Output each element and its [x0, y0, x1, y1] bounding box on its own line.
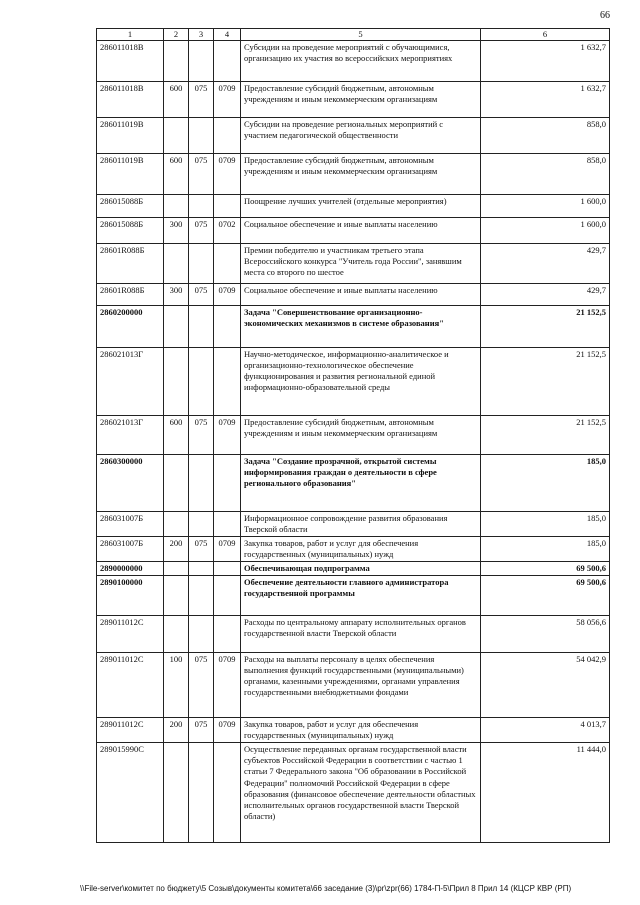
cell-code: 286011019В	[97, 118, 164, 154]
cell-code: 2860300000	[97, 455, 164, 512]
cell-section	[214, 41, 241, 82]
page-number: 66	[600, 10, 610, 21]
cell-amount: 1 632,7	[481, 41, 610, 82]
cell-amount: 58 056,6	[481, 616, 610, 653]
cell-section	[214, 348, 241, 416]
table-row	[97, 195, 610, 218]
header-col-2: 2	[164, 29, 189, 41]
cell-section: 0709	[214, 718, 241, 743]
cell-expense-type: 600	[164, 154, 189, 195]
cell-amount: 1 632,7	[481, 82, 610, 118]
cell-amount: 21 152,5	[481, 348, 610, 416]
cell-expense-type	[164, 244, 189, 284]
cell-expense-type	[164, 348, 189, 416]
cell-department: 075	[189, 154, 214, 195]
cell-description: Научно-методическое, информационно-аналитическое и организационно-технологическое обеспечение функционирования и развития региональной единой информационно-образовательной среды	[241, 348, 481, 416]
cell-section	[214, 455, 241, 512]
cell-description: Предоставление субсидий бюджетным, автономным учреждениям и иным некоммерческим организациям	[241, 154, 481, 195]
cell-description: Премии победителю и участникам третьего этапа Всероссийского конкурса "Учитель года России", занявшим места со второго по шестое	[241, 244, 481, 284]
cell-amount: 429,7	[481, 284, 610, 306]
cell-department: 075	[189, 416, 214, 455]
table-row	[97, 284, 610, 306]
cell-description: Расходы по центральному аппарату исполнительных органов государственной власти Тверской области	[241, 616, 481, 653]
cell-code: 2860200000	[97, 306, 164, 348]
cell-department: 075	[189, 653, 214, 718]
cell-department: 075	[189, 218, 214, 244]
cell-code: 2890100000	[97, 576, 164, 616]
cell-department	[189, 616, 214, 653]
cell-expense-type: 200	[164, 718, 189, 743]
cell-expense-type	[164, 616, 189, 653]
header-col-6: 6	[481, 29, 610, 41]
cell-amount: 858,0	[481, 154, 610, 195]
table-row	[97, 118, 610, 154]
cell-description: Субсидии на проведение мероприятий с обучающимися, организацию их участия во всероссийских мероприятиях	[241, 41, 481, 82]
cell-code: 28601R088Б	[97, 244, 164, 284]
cell-expense-type	[164, 118, 189, 154]
cell-department	[189, 562, 214, 576]
cell-description: Предоставление субсидий бюджетным, автономным учреждениям и иным некоммерческим организациям	[241, 82, 481, 118]
cell-expense-type: 600	[164, 416, 189, 455]
cell-amount: 185,0	[481, 455, 610, 512]
cell-department	[189, 41, 214, 82]
cell-amount: 11 444,0	[481, 743, 610, 843]
header-col-5: 5	[241, 29, 481, 41]
cell-section: 0709	[214, 154, 241, 195]
cell-code: 286011018В	[97, 82, 164, 118]
cell-amount: 185,0	[481, 512, 610, 537]
cell-code: 286021013Г	[97, 416, 164, 455]
cell-department	[189, 306, 214, 348]
cell-department	[189, 576, 214, 616]
header-col-4: 4	[214, 29, 241, 41]
table-row	[97, 455, 610, 512]
cell-section: 0709	[214, 284, 241, 306]
cell-expense-type: 300	[164, 284, 189, 306]
cell-department	[189, 455, 214, 512]
cell-amount: 1 600,0	[481, 218, 610, 244]
cell-expense-type: 300	[164, 218, 189, 244]
table-row	[97, 562, 610, 576]
cell-section: 0709	[214, 537, 241, 562]
cell-code: 286031007Б	[97, 512, 164, 537]
cell-department	[189, 244, 214, 284]
cell-expense-type	[164, 41, 189, 82]
cell-code: 286015088Б	[97, 218, 164, 244]
cell-amount: 21 152,5	[481, 306, 610, 348]
table-row	[97, 306, 610, 348]
cell-description: Закупка товаров, работ и услуг для обеспечения государственных (муниципальных) нужд	[241, 537, 481, 562]
cell-department	[189, 348, 214, 416]
cell-section	[214, 306, 241, 348]
cell-section	[214, 576, 241, 616]
cell-description: Социальное обеспечение и иные выплаты населению	[241, 218, 481, 244]
table-row	[97, 718, 610, 743]
cell-expense-type	[164, 306, 189, 348]
cell-description: Поощрение лучших учителей (отдельные мероприятия)	[241, 195, 481, 218]
cell-department	[189, 743, 214, 843]
table-row	[97, 537, 610, 562]
table-row	[97, 41, 610, 82]
header-col-1: 1	[97, 29, 164, 41]
cell-amount: 69 500,6	[481, 562, 610, 576]
cell-description: Обеспечивающая подпрограмма	[241, 562, 481, 576]
cell-expense-type	[164, 743, 189, 843]
cell-department	[189, 118, 214, 154]
cell-code: 286031007Б	[97, 537, 164, 562]
cell-description: Предоставление субсидий бюджетным, автономным учреждениям и иным некоммерческим организациям	[241, 416, 481, 455]
cell-section: 0702	[214, 218, 241, 244]
cell-expense-type	[164, 455, 189, 512]
table-header-row	[97, 29, 610, 41]
cell-department	[189, 195, 214, 218]
cell-section: 0709	[214, 82, 241, 118]
cell-section: 0709	[214, 416, 241, 455]
cell-section	[214, 616, 241, 653]
cell-expense-type: 600	[164, 82, 189, 118]
cell-section	[214, 743, 241, 843]
cell-expense-type: 200	[164, 537, 189, 562]
cell-amount: 69 500,6	[481, 576, 610, 616]
table-row	[97, 154, 610, 195]
cell-expense-type: 100	[164, 653, 189, 718]
cell-amount: 4 013,7	[481, 718, 610, 743]
table-row	[97, 244, 610, 284]
cell-department: 075	[189, 718, 214, 743]
cell-expense-type	[164, 576, 189, 616]
cell-description: Субсидии на проведение региональных мероприятий с участием педагогической общественности	[241, 118, 481, 154]
table-row	[97, 416, 610, 455]
cell-description: Социальное обеспечение и иные выплаты населению	[241, 284, 481, 306]
cell-code: 289011012С	[97, 653, 164, 718]
cell-department: 075	[189, 82, 214, 118]
cell-department	[189, 512, 214, 537]
budget-table	[96, 28, 610, 843]
table-row	[97, 616, 610, 653]
cell-description: Закупка товаров, работ и услуг для обеспечения государственных (муниципальных) нужд	[241, 718, 481, 743]
cell-code: 289011012С	[97, 616, 164, 653]
cell-section	[214, 512, 241, 537]
cell-description: Задача "Создание прозрачной, открытой системы информирования граждан о деятельности в сфере регионального образования"	[241, 455, 481, 512]
table-row	[97, 82, 610, 118]
table-row	[97, 576, 610, 616]
cell-section	[214, 562, 241, 576]
cell-amount: 1 600,0	[481, 195, 610, 218]
cell-expense-type	[164, 512, 189, 537]
cell-description: Осуществление переданных органам государственной власти субъектов Российской Федерации в соответствии с частью 1 статьи 7 Федерального закона "Об образовании в Российской Федерации" полномочий Российской Федерации в сфере образования (финансовое обеспечение деятельности областных исполнительных органов государственной власти Тверской области)	[241, 743, 481, 843]
cell-code: 286011019В	[97, 154, 164, 195]
cell-amount: 185,0	[481, 537, 610, 562]
cell-code: 286015088Б	[97, 195, 164, 218]
header-col-3: 3	[189, 29, 214, 41]
cell-section	[214, 244, 241, 284]
cell-section	[214, 118, 241, 154]
table-row	[97, 743, 610, 843]
cell-code: 286011018В	[97, 41, 164, 82]
cell-code: 2890000000	[97, 562, 164, 576]
cell-section	[214, 195, 241, 218]
cell-department: 075	[189, 284, 214, 306]
cell-code: 286021013Г	[97, 348, 164, 416]
cell-amount: 429,7	[481, 244, 610, 284]
cell-expense-type	[164, 195, 189, 218]
table-row	[97, 218, 610, 244]
table-row	[97, 348, 610, 416]
cell-description: Информационное сопровождение развития образования Тверской области	[241, 512, 481, 537]
cell-amount: 21 152,5	[481, 416, 610, 455]
cell-description: Задача "Совершенствование организационно-экономических механизмов в системе образования"	[241, 306, 481, 348]
cell-code: 289015990С	[97, 743, 164, 843]
cell-expense-type	[164, 562, 189, 576]
cell-description: Обеспечение деятельности главного администратора государственной программы	[241, 576, 481, 616]
cell-amount: 54 042,9	[481, 653, 610, 718]
cell-description: Расходы на выплаты персоналу в целях обеспечения выполнения функций государственными (муниципальными) органами, казенными учреждениями, органами управления государственными внебюджетными фондами	[241, 653, 481, 718]
cell-amount: 858,0	[481, 118, 610, 154]
table-row	[97, 653, 610, 718]
table-row	[97, 512, 610, 537]
file-path-footer: \\File-server\комитет по бюджету\5 Созыв\документы комитета\66 заседание (3)\pr\zpr(66) 1784-П-5\Прил 8 Прил 14 (КЦСР КВР (РП)	[80, 884, 572, 893]
cell-code: 289011012С	[97, 718, 164, 743]
cell-code: 28601R088Б	[97, 284, 164, 306]
cell-department: 075	[189, 537, 214, 562]
cell-section: 0709	[214, 653, 241, 718]
